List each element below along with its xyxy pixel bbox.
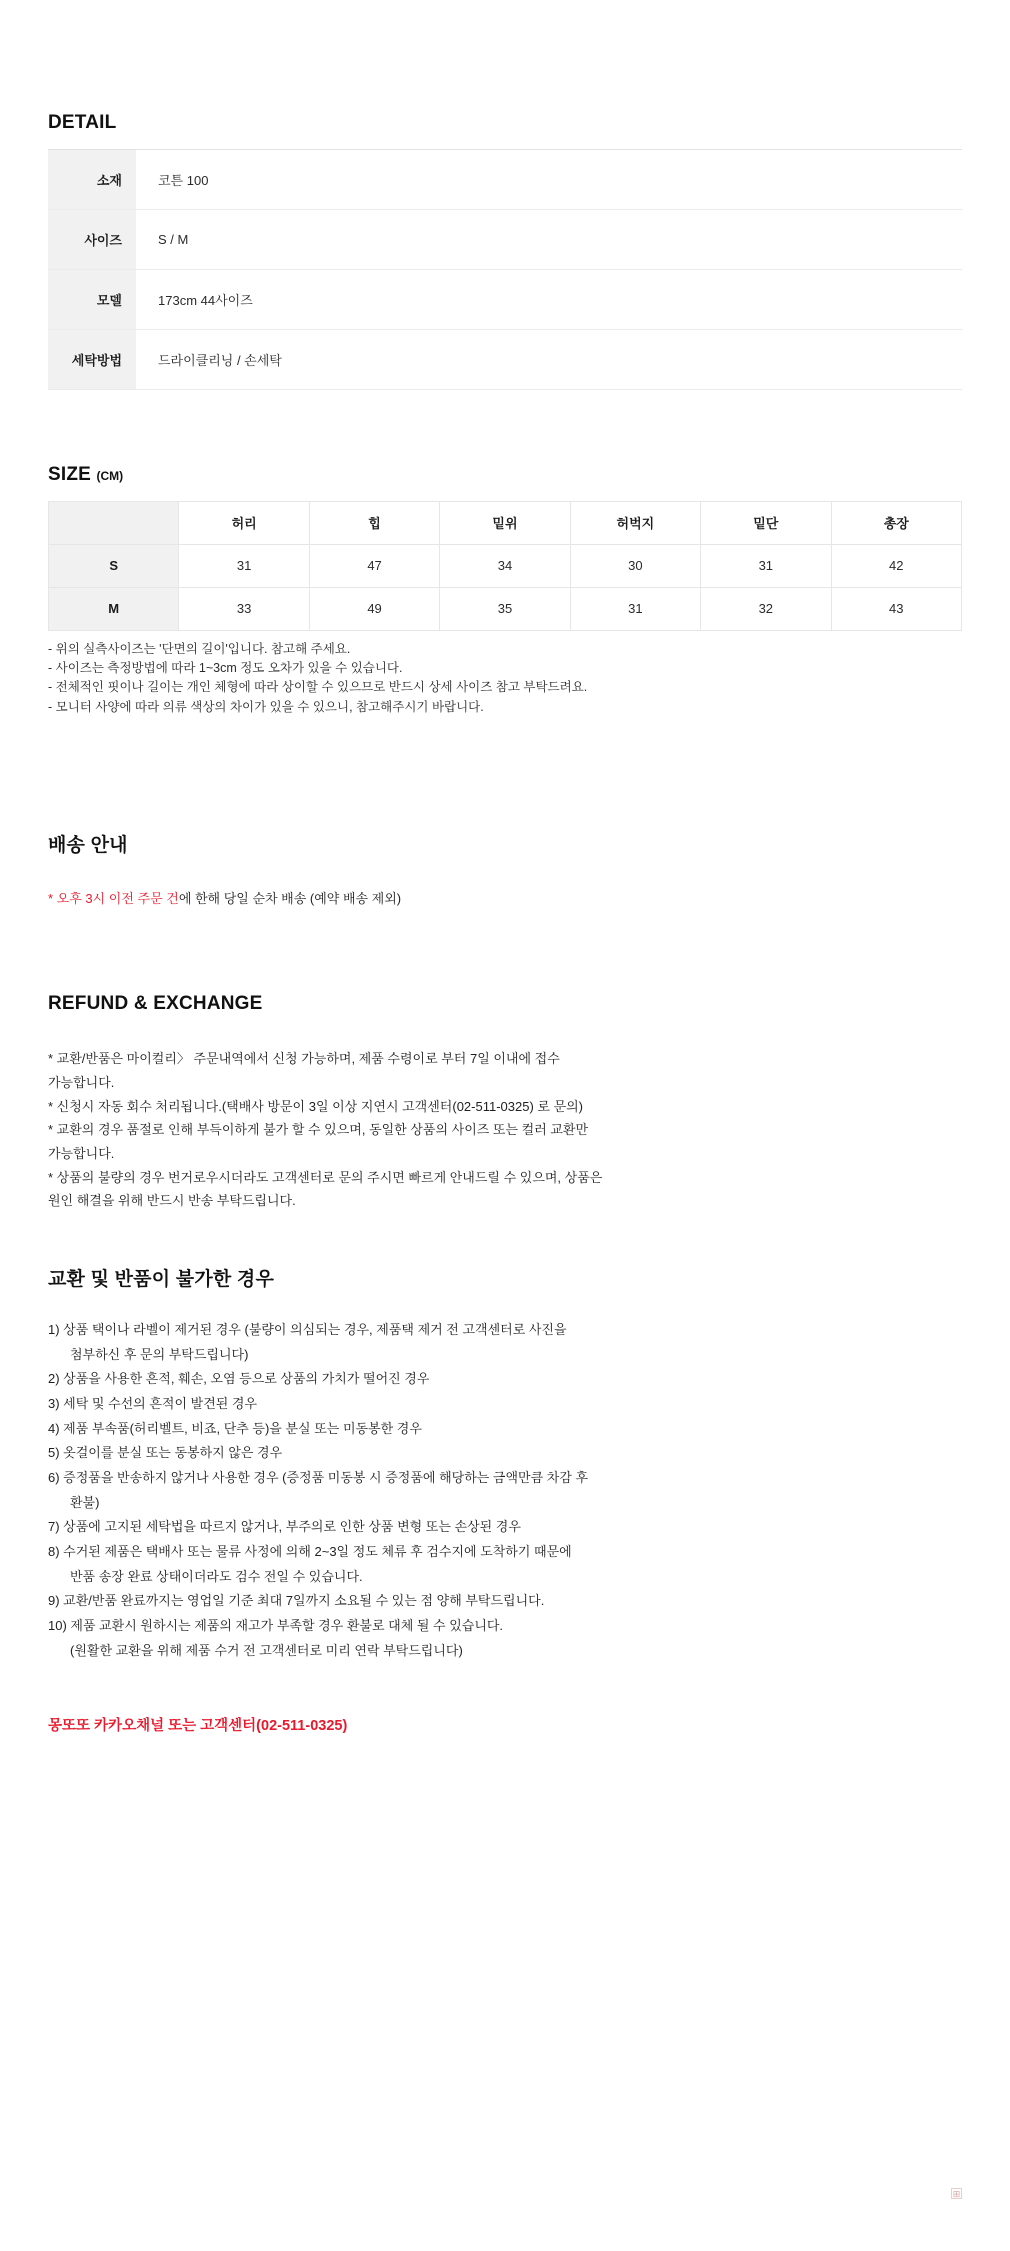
list-item-main: 10) 제품 교환시 원하시는 제품의 재고가 부족할 경우 환불로 대체 될 수 있습니다. <box>48 1618 504 1634</box>
table-row <box>49 501 962 544</box>
table-row <box>49 544 962 587</box>
list-item <box>48 1540 962 1589</box>
list-item <box>48 1417 962 1442</box>
size-col-rise: 밑위 <box>440 501 570 544</box>
list-item-main: 8) 수거된 제품은 택배사 또는 물류 사정에 의해 2~3일 정도 체류 후 검수지에 도착하기 때문에 <box>48 1544 572 1560</box>
size-section <box>48 390 962 717</box>
size-col-corner <box>49 501 179 544</box>
size-note-line: - 위의 실측사이즈는 '단면의 길이'입니다. 참고해 주세요. <box>48 641 351 656</box>
list-item-main: 4) 제품 부속품(허리벨트, 비죠, 단추 등)을 분실 또는 미동봉한 경우 <box>48 1420 422 1436</box>
size-col-thigh: 허벅지 <box>570 501 700 544</box>
shipping-heading: 배송 안내 <box>48 835 128 857</box>
size-cell: 47 <box>309 544 439 587</box>
table-row <box>48 269 962 329</box>
size-cell: 33 <box>179 587 309 630</box>
detail-label-washing: 세탁방법 <box>48 329 136 389</box>
size-row-label-s: S <box>49 544 179 587</box>
size-heading <box>48 464 962 487</box>
list-item <box>48 1589 962 1614</box>
refund-line: 가능합니다. <box>48 1075 115 1091</box>
detail-table <box>48 149 962 390</box>
list-item <box>48 1367 962 1392</box>
list-item-main: 3) 세탁 및 수선의 흔적이 발견된 경우 <box>48 1395 258 1411</box>
refund-line: * 신청시 자동 회수 처리됩니다.(택배사 방문이 3일 이상 지연시 고객센터(02-511-0325) 로 문의) <box>48 1098 584 1114</box>
list-item <box>48 1318 962 1367</box>
size-col-waist: 허리 <box>179 501 309 544</box>
detail-value-material: 코튼 100 <box>158 172 209 188</box>
size-cell: 30 <box>570 544 700 587</box>
shipping-notice-rest: 에 한해 당일 순차 배송 (예약 배송 제외) <box>178 890 402 906</box>
refund-body <box>48 1047 962 1213</box>
refund-line: 가능합니다. <box>48 1146 115 1162</box>
shipping-section <box>48 717 962 910</box>
size-table-body <box>49 544 962 630</box>
size-notes <box>48 640 962 718</box>
refund-heading: REFUND & EXCHANGE <box>48 992 263 1014</box>
list-item-main: 9) 교환/반품 완료까지는 영업일 기준 최대 7일까지 소요될 수 있는 점 양해 부탁드립니다. <box>48 1593 545 1609</box>
size-cell: 31 <box>179 544 309 587</box>
table-row <box>48 149 962 209</box>
size-note-line: - 전체적인 핏이나 길이는 개인 체형에 따라 상이할 수 있으므로 반드시 상세 사이즈 참고 부탁드려요. <box>48 680 588 695</box>
refund-line: * 상품의 불량의 경우 번거로우시더라도 고객센터로 문의 주시면 빠르게 안내드릴 수 있으며, 상품은 <box>48 1169 603 1185</box>
list-item-cont: (원활한 교환을 위해 제품 수거 전 고객센터로 미리 연락 부탁드립니다) <box>70 1642 463 1658</box>
customer-service-contact[interactable]: 몽또또 카카오채널 또는 고객센터(02-511-0325) <box>48 1718 348 1734</box>
list-item-main: 2) 상품을 사용한 흔적, 훼손, 오염 등으로 상품의 가치가 떨어진 경우 <box>48 1371 430 1387</box>
size-col-hip: 힙 <box>309 501 439 544</box>
size-cell: 32 <box>701 587 831 630</box>
refund-line: * 교환/반품은 마이컬리〉 주문내역에서 신청 가능하며, 제품 수령이로 부터 7일 이내에 접수 <box>48 1051 560 1067</box>
size-cell: 34 <box>440 544 570 587</box>
detail-label-material: 소재 <box>48 149 136 209</box>
shipping-notice-accent: * 오후 3시 이전 주문 건 <box>48 890 179 906</box>
shipping-notice <box>48 889 962 910</box>
table-row <box>48 209 962 269</box>
size-col-hem: 밑단 <box>701 501 831 544</box>
size-table <box>48 501 962 631</box>
size-cell: 31 <box>570 587 700 630</box>
detail-value-washing: 드라이클리닝 / 손세탁 <box>158 352 282 368</box>
refund-line: 원인 해결을 위해 반드시 반송 부탁드립니다. <box>48 1193 296 1209</box>
size-col-length: 총장 <box>831 501 961 544</box>
list-item-cont: 첨부하신 후 문의 부탁드립니다) <box>70 1346 249 1362</box>
size-cell: 43 <box>831 587 961 630</box>
list-item-cont: 반품 송장 완료 상태이더라도 검수 전일 수 있습니다. <box>70 1568 363 1584</box>
list-item <box>48 1392 962 1417</box>
nonrefundable-list <box>48 1318 962 1664</box>
size-cell: 31 <box>701 544 831 587</box>
list-item <box>48 1515 962 1540</box>
detail-heading: DETAIL <box>48 112 117 133</box>
list-item-cont: 환불) <box>70 1494 100 1510</box>
list-item-main: 6) 증정품을 반송하지 않거나 사용한 경우 (증정품 미동봉 시 증정품에 해당하는 금액만큼 차감 후 <box>48 1470 589 1485</box>
list-item <box>48 1441 962 1466</box>
expand-icon[interactable]: ⊞ <box>952 2189 961 2199</box>
detail-table-body <box>48 149 962 389</box>
list-item-main: 5) 옷걸이를 분실 또는 동봉하지 않은 경우 <box>48 1445 283 1461</box>
size-unit-label: (CM) <box>96 468 124 483</box>
list-item-main: 1) 상품 택이나 라벨이 제거된 경우 (불량이 의심되는 경우, 제품택 제거 전 고객센터로 사진을 <box>48 1321 567 1337</box>
footer-section <box>48 1664 962 1791</box>
list-item-main: 7) 상품에 고지된 세탁법을 따르지 않거나, 부주의로 인한 상품 변형 또는 손상된 경우 <box>48 1519 521 1535</box>
size-note-line: - 모니터 사양에 따라 의류 색상의 차이가 있을 수 있으니, 참고해주시기 바랍니다. <box>48 699 484 714</box>
detail-section <box>48 0 962 390</box>
table-row <box>48 329 962 389</box>
refund-line: * 교환의 경우 품절로 인해 부득이하게 불가 할 수 있으며, 동일한 상품의 사이즈 또는 컬러 교환만 <box>48 1122 589 1138</box>
size-table-head <box>49 501 962 544</box>
detail-label-size: 사이즈 <box>48 209 136 269</box>
size-heading-text: SIZE <box>48 463 92 485</box>
size-row-label-m: M <box>49 587 179 630</box>
detail-value-model: 173cm 44사이즈 <box>158 292 253 308</box>
table-row <box>49 587 962 630</box>
nonrefundable-heading: 교환 및 반품이 불가한 경우 <box>48 1269 275 1291</box>
detail-value-size: S / M <box>158 231 189 247</box>
size-cell: 35 <box>440 587 570 630</box>
nonrefundable-section <box>48 1213 962 1663</box>
list-item <box>48 1614 962 1663</box>
size-note-line: - 사이즈는 측정방법에 따라 1~3cm 정도 오차가 있을 수 있습니다. <box>48 660 403 675</box>
list-item <box>48 1466 962 1515</box>
refund-section <box>48 923 962 1213</box>
size-cell: 42 <box>831 544 961 587</box>
size-cell: 49 <box>309 587 439 630</box>
detail-label-model: 모델 <box>48 269 136 329</box>
